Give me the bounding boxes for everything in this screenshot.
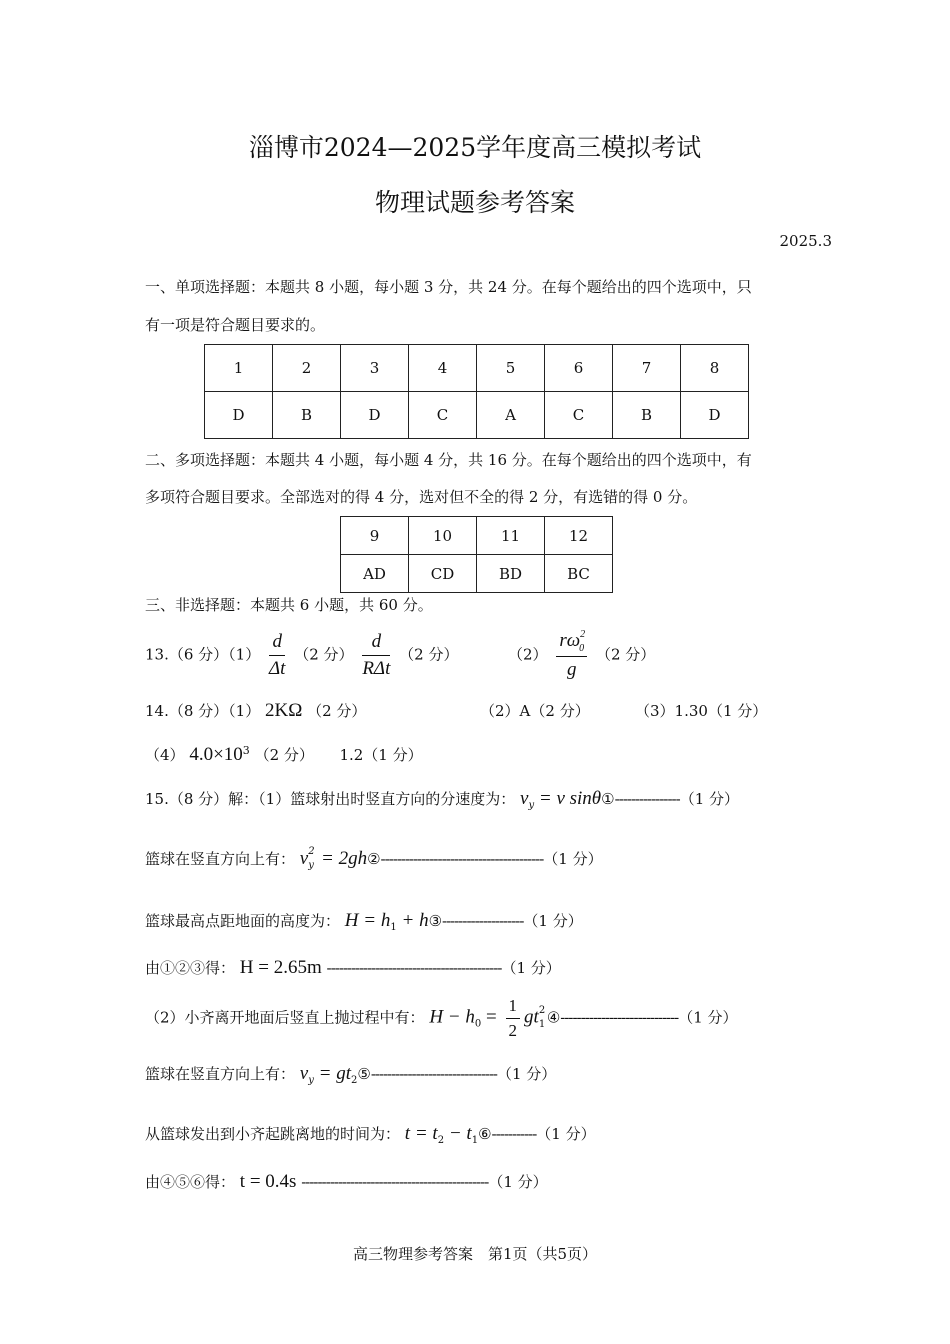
score: （2 分）: [595, 645, 656, 664]
fraction: $\frac{1}{2}$: [506, 996, 521, 1041]
q15-step-1: 15.（8 分）解：（1）篮球射出时竖直方向的分速度为： $v_y = v$ sinθ①----------------（1 分）: [145, 788, 739, 811]
page-subtitle: 物理试题参考答案: [374, 188, 575, 217]
table-cell: 9: [341, 517, 409, 555]
section2-heading-cont: 多项符合题目要求。全部选对的得 4 分，选对但不全的得 2 分，有选错的得 0 分。: [145, 488, 698, 506]
q15-step-3: 篮球最高点距地面的高度为： $H = h_1$ + h③--------------------（1 分）: [145, 910, 583, 933]
table-cell: 2: [273, 345, 341, 392]
table-cell: B: [273, 392, 341, 439]
table-row-numbers: [205, 345, 749, 392]
table-cell: BD: [477, 555, 545, 593]
q15-step-8: 由④⑤⑥得： t = 0.4s ----------------------------------------------（1 分）: [145, 1171, 548, 1192]
score: （2 分）: [399, 645, 459, 664]
q13-label: 13.（6 分）（1）: [145, 645, 261, 664]
single-choice-answer-table: [204, 344, 749, 439]
section3-heading: 三、非选择题：本题共 6 小题，共 60 分。: [145, 596, 433, 614]
table-cell: A: [477, 392, 545, 439]
table-cell: 11: [477, 517, 545, 555]
page-title: 淄博市2024—2025学年度高三模拟考试: [248, 133, 702, 162]
table-cell: 5: [477, 345, 545, 392]
table-cell: 3: [341, 345, 409, 392]
table-cell: 7: [613, 345, 681, 392]
table-cell: 6: [545, 345, 613, 392]
q14-answer: 14.（8 分）（1） 2KΩ （2 分） （2）A（2 分） （3）1.30（1 分）: [145, 700, 768, 721]
table-cell: D: [341, 392, 409, 439]
table-cell: B: [613, 392, 681, 439]
table-cell: D: [681, 392, 749, 439]
table-cell: 12: [545, 517, 613, 555]
q15-step-2: 篮球在竖直方向上有： v 2 y = 2gh②----------------------------------------（1 分）: [145, 846, 603, 871]
fraction: $\frac{d}{\Delta t}$: [269, 630, 286, 679]
table-cell: 1: [205, 345, 273, 392]
table-row-answers: [341, 555, 613, 593]
q15-step-4: 由①②③得： H = 2.65m -------------------------------------------（1 分）: [145, 957, 561, 978]
table-cell: AD: [341, 555, 409, 593]
table-cell: C: [409, 392, 477, 439]
table-cell: 8: [681, 345, 749, 392]
q15-step-6: 篮球在竖直方向上有： $v_y$ = $gt_2⑤-------------------------------(1$ 分）: [145, 1063, 557, 1086]
table-cell: C: [545, 392, 613, 439]
part-label: （2）: [508, 645, 548, 664]
multi-choice-answer-table: [340, 516, 613, 593]
table-row-answers: [205, 392, 749, 439]
table-cell: BC: [545, 555, 613, 593]
table-cell: 4: [409, 345, 477, 392]
score: （2 分）: [294, 645, 354, 664]
q14-answer-cont: （4） $4.0\times 10^3$ （2 分） 1.2（1 分）: [145, 744, 423, 765]
fraction: $\frac{d}{\text{RΔt}}$: [362, 630, 391, 679]
table-row-numbers: [341, 517, 613, 555]
q15-step-5: （2）小齐离开地面后竖直上抛过程中有： $H - h_0$ = $\frac{1}{2}$ gt 2 1 ④-----------------------------（1 分）: [145, 996, 738, 1040]
fraction: $\frac{r\omega^2_0}{g}$: [556, 630, 587, 681]
table-cell: 10: [409, 517, 477, 555]
q13-answer: [145, 630, 655, 681]
section1-heading-cont: 有一项是符合题目要求的。: [145, 316, 326, 334]
table-cell: D: [205, 392, 273, 439]
section1-heading: 一、单项选择题：本题共 8 小题，每小题 3 分，共 24 分。在每个题给出的四个选项中，只: [145, 278, 752, 296]
q15-step-7: 从篮球发出到小齐起跳离地的时间为： $t = t_2$ − $t_1⑥-----------(1$ 分）: [145, 1123, 596, 1146]
section2-heading: 二、多项选择题：本题共 4 小题，每小题 4 分，共 16 分。在每个题给出的四个选项中，有: [145, 451, 752, 469]
exam-date: 2025.3: [779, 232, 832, 250]
page-footer: 高三物理参考答案 第1页（共5页）: [352, 1245, 598, 1263]
table-cell: CD: [409, 555, 477, 593]
